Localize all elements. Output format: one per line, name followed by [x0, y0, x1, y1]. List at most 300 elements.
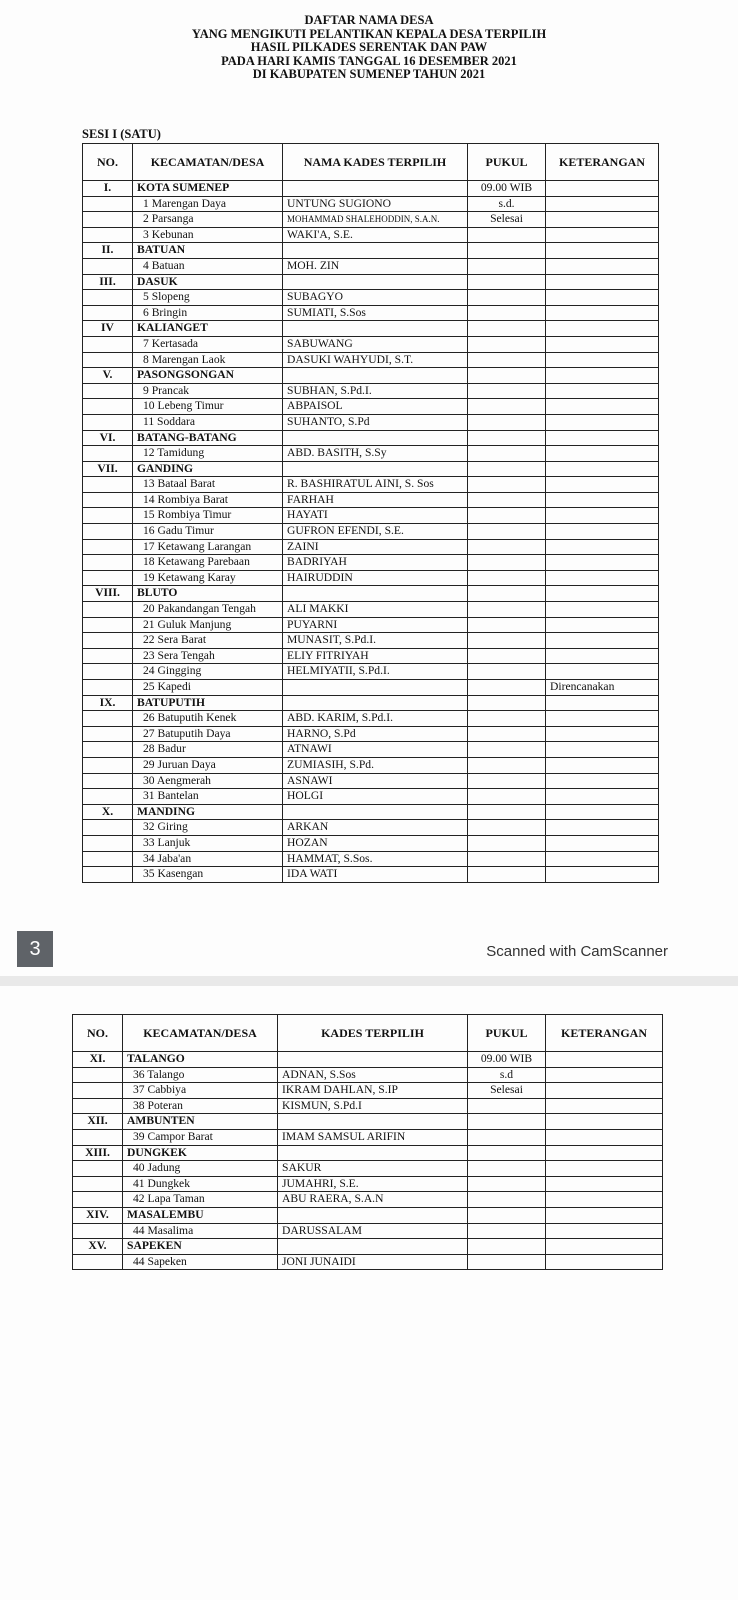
time-cell	[468, 399, 546, 415]
kades-name-cell	[283, 368, 468, 384]
time-cell	[468, 321, 546, 337]
remark-cell	[546, 196, 659, 212]
table-header-row	[73, 1015, 663, 1052]
village-name-cell: 20 Pakandangan Tengah	[133, 602, 283, 618]
village-name-cell: 30 Aengmerah	[133, 773, 283, 789]
kades-name-cell	[283, 430, 468, 446]
district-row	[83, 461, 659, 477]
kades-name-cell: HAYATI	[283, 508, 468, 524]
row-number-cell	[83, 539, 133, 555]
village-table-1	[82, 143, 659, 883]
village-name-cell: 5 Slopeng	[133, 290, 283, 306]
remark-cell	[546, 461, 659, 477]
row-number-cell	[73, 1192, 123, 1208]
district-name-cell: BLUTO	[133, 586, 283, 602]
time-cell	[468, 290, 546, 306]
village-name-cell: 4 Batuan	[133, 258, 283, 274]
row-number-cell	[83, 851, 133, 867]
village-row	[83, 446, 659, 462]
row-number-cell: IX.	[83, 695, 133, 711]
kades-name-cell: FARHAH	[283, 492, 468, 508]
col-header-kecamatan: KECAMATAN/DESA	[123, 1015, 278, 1052]
village-name-cell: 21 Guluk Manjung	[133, 617, 283, 633]
village-row	[83, 633, 659, 649]
village-name-cell: 1 Marengan Daya	[133, 196, 283, 212]
row-number-cell	[83, 414, 133, 430]
remark-cell	[546, 430, 659, 446]
remark-cell	[546, 1207, 663, 1223]
kades-name-cell: ASNAWI	[283, 773, 468, 789]
village-row	[83, 227, 659, 243]
village-row	[73, 1161, 663, 1177]
village-name-cell: 36 Talango	[123, 1067, 278, 1083]
village-row	[83, 570, 659, 586]
remark-cell	[546, 446, 659, 462]
row-number-cell	[83, 664, 133, 680]
time-cell	[468, 695, 546, 711]
time-cell	[468, 414, 546, 430]
row-number-cell	[83, 399, 133, 415]
row-number-cell	[83, 258, 133, 274]
remark-cell	[546, 258, 659, 274]
village-name-cell: 42 Lapa Taman	[123, 1192, 278, 1208]
remark-cell	[546, 602, 659, 618]
time-cell: 09.00 WIB	[468, 1052, 546, 1068]
row-number-cell	[83, 227, 133, 243]
village-name-cell: 35 Kasengan	[133, 867, 283, 883]
district-row	[73, 1239, 663, 1255]
row-number-cell	[83, 617, 133, 633]
kades-name-cell	[278, 1145, 468, 1161]
time-cell	[468, 1223, 546, 1239]
kades-name-cell	[283, 461, 468, 477]
village-row	[83, 711, 659, 727]
time-cell	[468, 258, 546, 274]
kades-name-cell: MUNASIT, S.Pd.I.	[283, 633, 468, 649]
kades-name-cell	[283, 321, 468, 337]
row-number-cell	[83, 742, 133, 758]
kades-name-cell: IMAM SAMSUL ARIFIN	[278, 1129, 468, 1145]
remark-cell	[546, 352, 659, 368]
time-cell	[468, 711, 546, 727]
village-name-cell: 17 Ketawang Larangan	[133, 539, 283, 555]
remark-cell	[546, 1161, 663, 1177]
district-name-cell: DASUK	[133, 274, 283, 290]
district-name-cell: AMBUNTEN	[123, 1114, 278, 1130]
village-row	[83, 835, 659, 851]
row-number-cell: IV	[83, 321, 133, 337]
village-name-cell: 34 Jaba'an	[133, 851, 283, 867]
kades-name-cell: HARNO, S.Pd	[283, 726, 468, 742]
row-number-cell	[83, 680, 133, 696]
kades-name-cell: JUMAHRI, S.E.	[278, 1176, 468, 1192]
kades-name-cell: ALI MAKKI	[283, 602, 468, 618]
village-name-cell: 31 Bantelan	[133, 789, 283, 805]
village-row	[83, 602, 659, 618]
row-number-cell: VIII.	[83, 586, 133, 602]
village-row	[83, 555, 659, 571]
remark-cell	[546, 1239, 663, 1255]
time-cell	[468, 368, 546, 384]
village-name-cell: 33 Lanjuk	[133, 835, 283, 851]
remark-cell	[546, 789, 659, 805]
kades-name-cell: ABD. BASITH, S.Sy	[283, 446, 468, 462]
row-number-cell: VI.	[83, 430, 133, 446]
kades-name-cell: ADNAN, S.Sos	[278, 1067, 468, 1083]
col-header-no: NO.	[83, 144, 133, 181]
kades-name-cell: HAIRUDDIN	[283, 570, 468, 586]
kades-name-cell: ABU RAERA, S.A.N	[278, 1192, 468, 1208]
village-row	[83, 820, 659, 836]
time-cell	[468, 773, 546, 789]
village-name-cell: 11 Soddara	[133, 414, 283, 430]
row-number-cell	[83, 633, 133, 649]
remark-cell	[546, 477, 659, 493]
village-name-cell: 44 Masalima	[123, 1223, 278, 1239]
remark-cell	[546, 368, 659, 384]
district-row	[73, 1052, 663, 1068]
time-cell	[468, 1098, 546, 1114]
kades-name-cell: R. BASHIRATUL AINI, S. Sos	[283, 477, 468, 493]
district-row	[83, 181, 659, 197]
header-line: DI KABUPATEN SUMENEP TAHUN 2021	[252, 67, 486, 82]
remark-cell	[546, 742, 659, 758]
district-name-cell: TALANGO	[123, 1052, 278, 1068]
village-row	[73, 1098, 663, 1114]
kades-name-cell	[283, 695, 468, 711]
kades-name-cell: GUFRON EFENDI, S.E.	[283, 524, 468, 540]
village-row	[73, 1067, 663, 1083]
remark-cell	[546, 305, 659, 321]
village-row	[83, 757, 659, 773]
remark-cell	[546, 555, 659, 571]
row-number-cell	[83, 757, 133, 773]
row-number-cell: II.	[83, 243, 133, 259]
kades-name-cell: MOHAMMAD SHALEHODDIN, S.A.N.	[283, 212, 468, 228]
time-cell	[468, 664, 546, 680]
row-number-cell	[73, 1129, 123, 1145]
time-cell	[468, 867, 546, 883]
col-header-nama: KADES TERPILIH	[278, 1015, 468, 1052]
row-number-cell: XI.	[73, 1052, 123, 1068]
remark-cell	[546, 1145, 663, 1161]
district-name-cell: MANDING	[133, 804, 283, 820]
scanner-watermark: Scanned with CamScanner	[486, 943, 668, 960]
row-number-cell	[83, 290, 133, 306]
time-cell	[468, 1254, 546, 1270]
village-name-cell: 9 Prancak	[133, 383, 283, 399]
row-number-cell	[83, 383, 133, 399]
remark-cell	[546, 757, 659, 773]
village-row	[83, 477, 659, 493]
col-header-no: NO.	[73, 1015, 123, 1052]
district-name-cell: MASALEMBU	[123, 1207, 278, 1223]
row-number-cell: III.	[83, 274, 133, 290]
remark-cell	[546, 711, 659, 727]
district-row	[73, 1207, 663, 1223]
village-name-cell: 6 Bringin	[133, 305, 283, 321]
kades-name-cell	[283, 181, 468, 197]
kades-name-cell: JONI JUNAIDI	[278, 1254, 468, 1270]
village-name-cell: 18 Ketawang Parebaan	[133, 555, 283, 571]
remark-cell	[546, 648, 659, 664]
kades-name-cell: SUBHAN, S.Pd.I.	[283, 383, 468, 399]
village-name-cell: 37 Cabbiya	[123, 1083, 278, 1099]
village-name-cell: 24 Gingging	[133, 664, 283, 680]
remark-cell	[546, 617, 659, 633]
district-name-cell: SAPEKEN	[123, 1239, 278, 1255]
remark-cell	[546, 1176, 663, 1192]
time-cell	[468, 633, 546, 649]
time-cell	[468, 477, 546, 493]
remark-cell	[546, 1052, 663, 1068]
time-cell	[468, 680, 546, 696]
kades-name-cell: WAKI'A, S.E.	[283, 227, 468, 243]
district-name-cell: PASONGSONGAN	[133, 368, 283, 384]
district-row	[83, 243, 659, 259]
kades-name-cell: ELIY FITRIYAH	[283, 648, 468, 664]
time-cell	[468, 1192, 546, 1208]
remark-cell	[546, 274, 659, 290]
time-cell	[468, 430, 546, 446]
remark-cell	[546, 664, 659, 680]
kades-name-cell	[278, 1114, 468, 1130]
village-row	[73, 1176, 663, 1192]
kades-name-cell: DARUSSALAM	[278, 1223, 468, 1239]
time-cell	[468, 804, 546, 820]
remark-cell	[546, 1098, 663, 1114]
village-row	[73, 1129, 663, 1145]
village-row	[83, 414, 659, 430]
village-name-cell: 22 Sera Barat	[133, 633, 283, 649]
time-cell	[468, 851, 546, 867]
village-row	[83, 664, 659, 680]
village-name-cell: 10 Lebeng Timur	[133, 399, 283, 415]
district-name-cell: BATANG-BATANG	[133, 430, 283, 446]
row-number-cell: XIII.	[73, 1145, 123, 1161]
time-cell	[468, 726, 546, 742]
village-row	[83, 196, 659, 212]
village-name-cell: 41 Dungkek	[123, 1176, 278, 1192]
kades-name-cell: ABD. KARIM, S.Pd.I.	[283, 711, 468, 727]
remark-cell	[546, 492, 659, 508]
village-name-cell: 7 Kertasada	[133, 336, 283, 352]
kades-name-cell: HOZAN	[283, 835, 468, 851]
kades-name-cell	[278, 1239, 468, 1255]
table-body	[73, 1052, 663, 1270]
remark-cell	[546, 181, 659, 197]
header-line: DAFTAR NAMA DESA	[304, 13, 434, 27]
remark-cell	[546, 399, 659, 415]
kades-name-cell: KISMUN, S.Pd.I	[278, 1098, 468, 1114]
remark-cell	[546, 1067, 663, 1083]
row-number-cell	[83, 789, 133, 805]
time-cell	[468, 602, 546, 618]
row-number-cell	[83, 492, 133, 508]
kades-name-cell: SUMIATI, S.Sos	[283, 305, 468, 321]
remark-cell	[546, 851, 659, 867]
kades-name-cell	[283, 274, 468, 290]
kades-name-cell: BADRIYAH	[283, 555, 468, 571]
row-number-cell	[83, 835, 133, 851]
table-header-row	[83, 144, 659, 181]
remark-cell	[546, 773, 659, 789]
district-row	[83, 274, 659, 290]
village-name-cell: 15 Rombiya Timur	[133, 508, 283, 524]
page-number-badge: 3	[17, 931, 53, 967]
col-header-pukul: PUKUL	[468, 144, 546, 181]
row-number-cell: X.	[83, 804, 133, 820]
kades-name-cell: UNTUNG SUGIONO	[283, 196, 468, 212]
time-cell	[468, 274, 546, 290]
village-name-cell: 12 Tamidung	[133, 446, 283, 462]
village-row	[83, 867, 659, 883]
village-row	[83, 212, 659, 228]
village-row	[83, 680, 659, 696]
time-cell	[468, 820, 546, 836]
district-name-cell: BATUPUTIH	[133, 695, 283, 711]
time-cell: Selesai	[468, 1083, 546, 1099]
row-number-cell	[83, 446, 133, 462]
village-row	[83, 726, 659, 742]
time-cell	[468, 570, 546, 586]
row-number-cell	[83, 711, 133, 727]
village-name-cell: 23 Sera Tengah	[133, 648, 283, 664]
district-row	[83, 804, 659, 820]
document-header	[0, 14, 738, 82]
row-number-cell	[83, 648, 133, 664]
remark-cell	[546, 1254, 663, 1270]
time-cell	[468, 227, 546, 243]
col-header-keterangan: KETERANGAN	[546, 144, 659, 181]
kades-name-cell: HAMMAT, S.Sos.	[283, 851, 468, 867]
time-cell	[468, 1161, 546, 1177]
village-name-cell: 28 Badur	[133, 742, 283, 758]
remark-cell	[546, 383, 659, 399]
row-number-cell	[83, 196, 133, 212]
kades-name-cell: HELMIYATII, S.Pd.I.	[283, 664, 468, 680]
time-cell	[468, 461, 546, 477]
time-cell: Selesai	[468, 212, 546, 228]
village-row	[83, 508, 659, 524]
remark-cell	[546, 524, 659, 540]
row-number-cell	[83, 305, 133, 321]
col-header-nama: NAMA KADES TERPILIH	[283, 144, 468, 181]
remark-cell	[546, 1223, 663, 1239]
village-name-cell: 44 Sapeken	[123, 1254, 278, 1270]
row-number-cell	[73, 1083, 123, 1099]
village-row	[83, 851, 659, 867]
kades-name-cell: ZUMIASIH, S.Pd.	[283, 757, 468, 773]
time-cell: s.d.	[468, 196, 546, 212]
district-row	[73, 1114, 663, 1130]
time-cell	[468, 524, 546, 540]
kades-name-cell: ZAINI	[283, 539, 468, 555]
kades-name-cell: ABPAISOL	[283, 399, 468, 415]
time-cell	[468, 1114, 546, 1130]
district-row	[83, 321, 659, 337]
time-cell: 09.00 WIB	[468, 181, 546, 197]
kades-name-cell	[278, 1052, 468, 1068]
row-number-cell	[73, 1176, 123, 1192]
district-row	[83, 586, 659, 602]
kades-name-cell: IKRAM DAHLAN, S.IP	[278, 1083, 468, 1099]
remark-cell	[546, 820, 659, 836]
kades-name-cell: HOLGI	[283, 789, 468, 805]
kades-name-cell: SUBAGYO	[283, 290, 468, 306]
district-name-cell: GANDING	[133, 461, 283, 477]
village-row	[73, 1223, 663, 1239]
village-row	[83, 742, 659, 758]
row-number-cell: XII.	[73, 1114, 123, 1130]
village-name-cell: 16 Gadu Timur	[133, 524, 283, 540]
time-cell	[468, 336, 546, 352]
row-number-cell	[83, 477, 133, 493]
village-row	[73, 1254, 663, 1270]
district-name-cell: KALIANGET	[133, 321, 283, 337]
village-row	[83, 539, 659, 555]
row-number-cell: XIV.	[73, 1207, 123, 1223]
village-row	[83, 258, 659, 274]
remark-cell	[546, 570, 659, 586]
row-number-cell	[73, 1161, 123, 1177]
time-cell	[468, 383, 546, 399]
village-row	[83, 773, 659, 789]
row-number-cell	[83, 352, 133, 368]
row-number-cell	[83, 555, 133, 571]
remark-cell	[546, 1129, 663, 1145]
remark-cell	[546, 539, 659, 555]
time-cell	[468, 508, 546, 524]
header-line: HASIL PILKADES SERENTAK DAN PAW	[250, 40, 488, 55]
time-cell	[468, 1176, 546, 1192]
time-cell	[468, 1145, 546, 1161]
village-row	[83, 617, 659, 633]
time-cell	[468, 617, 546, 633]
col-header-pukul: PUKUL	[468, 1015, 546, 1052]
time-cell	[468, 789, 546, 805]
row-number-cell	[83, 602, 133, 618]
remark-cell	[546, 212, 659, 228]
time-cell	[468, 446, 546, 462]
row-number-cell	[73, 1098, 123, 1114]
time-cell	[468, 1207, 546, 1223]
kades-name-cell	[283, 680, 468, 696]
time-cell	[468, 648, 546, 664]
remark-cell: Direncanakan	[546, 680, 659, 696]
village-row	[83, 352, 659, 368]
remark-cell	[546, 586, 659, 602]
district-row	[83, 695, 659, 711]
village-row	[73, 1083, 663, 1099]
kades-name-cell	[283, 804, 468, 820]
time-cell	[468, 243, 546, 259]
remark-cell	[546, 1083, 663, 1099]
row-number-cell	[83, 524, 133, 540]
row-number-cell: XV.	[73, 1239, 123, 1255]
district-name-cell: DUNGKEK	[123, 1145, 278, 1161]
remark-cell	[546, 867, 659, 883]
village-row	[83, 399, 659, 415]
row-number-cell	[73, 1254, 123, 1270]
remark-cell	[546, 633, 659, 649]
row-number-cell	[83, 726, 133, 742]
remark-cell	[546, 508, 659, 524]
row-number-cell	[83, 570, 133, 586]
village-name-cell: 19 Ketawang Karay	[133, 570, 283, 586]
time-cell	[468, 586, 546, 602]
village-name-cell: 13 Bataal Barat	[133, 477, 283, 493]
